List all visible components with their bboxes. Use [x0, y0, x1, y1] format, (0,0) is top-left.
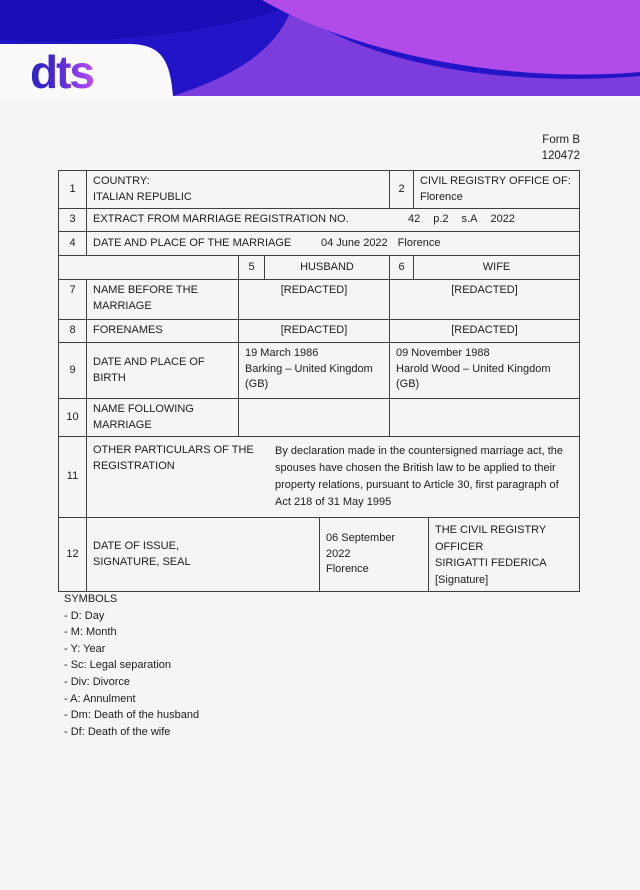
letterhead-banner — [0, 0, 640, 100]
marriage-date-values: 04 June 2022 Florence — [321, 236, 441, 249]
symbol-item: - M: Month — [64, 626, 117, 639]
form-meta — [542, 132, 580, 164]
symbol-item: - Div: Divorce — [64, 675, 131, 688]
row6-number: 6 — [389, 256, 413, 279]
other-particulars-text: By declaration made in the countersigned marriage act, the spouses have chosen the British law to be applied to their property relations, pursuant to Article 30, first paragraph of Act 218 of 31 May 1995 — [275, 445, 563, 508]
blank-cell — [59, 256, 238, 279]
row-date-of-issue — [59, 518, 579, 591]
forenames-label: FORENAMES — [86, 320, 238, 342]
name-following-label: NAME FOLLOWING MARRIAGE — [86, 399, 238, 436]
row10-number: 10 — [66, 410, 79, 423]
extract-cell — [86, 209, 579, 231]
registry-office-cell: CIVIL REGISTRY OFFICE OF: Florence — [413, 171, 579, 208]
name-before-husband: [REDACTED] — [238, 280, 389, 319]
symbol-item: - D: Day — [64, 609, 105, 622]
row11-number: 11 — [66, 470, 79, 483]
dts-logo: dts — [30, 46, 93, 98]
row-birth — [59, 343, 579, 399]
other-particulars-label: OTHER PARTICULARS OF THE REGISTRATION — [93, 444, 254, 472]
row-extract-number — [59, 209, 579, 232]
forenames-husband: [REDACTED] — [238, 320, 389, 342]
row3-number: 3 — [69, 213, 76, 226]
name-following-wife — [389, 399, 579, 436]
row-other-particulars — [59, 437, 579, 518]
issue-label: DATE OF ISSUE, SIGNATURE, SEAL — [86, 518, 319, 591]
row12-number: 12 — [66, 547, 79, 560]
name-before-label: NAME BEFORE THE MARRIAGE — [86, 280, 238, 319]
row4-number: 4 — [69, 236, 76, 249]
wife-header: WIFE — [413, 256, 579, 279]
row8-number: 8 — [69, 324, 76, 337]
country-cell: COUNTRY: ITALIAN REPUBLIC — [86, 171, 389, 208]
forenames-wife: [REDACTED] — [389, 320, 579, 342]
officer-cell: THE CIVIL REGISTRY OFFICER SIRIGATTI FEDERICA [Signature] — [428, 518, 579, 591]
name-before-wife: [REDACTED] — [389, 280, 579, 319]
symbols-title: SYMBOLS — [64, 593, 118, 605]
row-name-before-marriage — [59, 280, 579, 320]
row9-number: 9 — [69, 363, 76, 376]
wave-graphic — [0, 0, 640, 100]
symbols-legend — [64, 591, 199, 740]
row1-number: 1 — [69, 182, 76, 195]
row-name-following — [59, 399, 579, 437]
birth-husband: 19 March 1986 Barking – United Kingdom (GB) — [238, 343, 389, 398]
symbol-item: - Dm: Death of the husband — [64, 709, 200, 722]
birth-label: DATE AND PLACE OF BIRTH — [86, 343, 238, 398]
registration-table — [58, 170, 580, 592]
symbol-item: - Df: Death of the wife — [64, 725, 171, 738]
husband-header: HUSBAND — [264, 256, 389, 279]
row2-number: 2 — [389, 171, 413, 208]
marriage-date-cell — [86, 232, 579, 255]
symbol-item: - A: Annulment — [64, 692, 136, 705]
row-forenames — [59, 320, 579, 343]
issue-date-cell: 06 September 2022 Florence — [319, 518, 428, 591]
extract-label: EXTRACT FROM MARRIAGE REGISTRATION NO. — [93, 213, 349, 226]
form-label: Form B — [542, 134, 580, 146]
form-number: 120472 — [541, 150, 580, 162]
symbol-item: - Sc: Legal separation — [64, 659, 172, 672]
row-marriage-date — [59, 232, 579, 256]
row7-number: 7 — [69, 284, 76, 296]
extract-values: 42 p.2 s.A 2022 — [408, 213, 515, 226]
row-spouse-headers — [59, 256, 579, 280]
row-country-registry — [59, 171, 579, 209]
other-particulars-cell — [86, 437, 579, 517]
symbol-item: - Y: Year — [64, 642, 106, 655]
name-following-husband — [238, 399, 389, 436]
row5-number: 5 — [238, 256, 264, 279]
marriage-date-label: DATE AND PLACE OF THE MARRIAGE — [93, 236, 292, 249]
birth-wife: 09 November 1988 Harold Wood – United Kingdom (GB) — [389, 343, 579, 398]
